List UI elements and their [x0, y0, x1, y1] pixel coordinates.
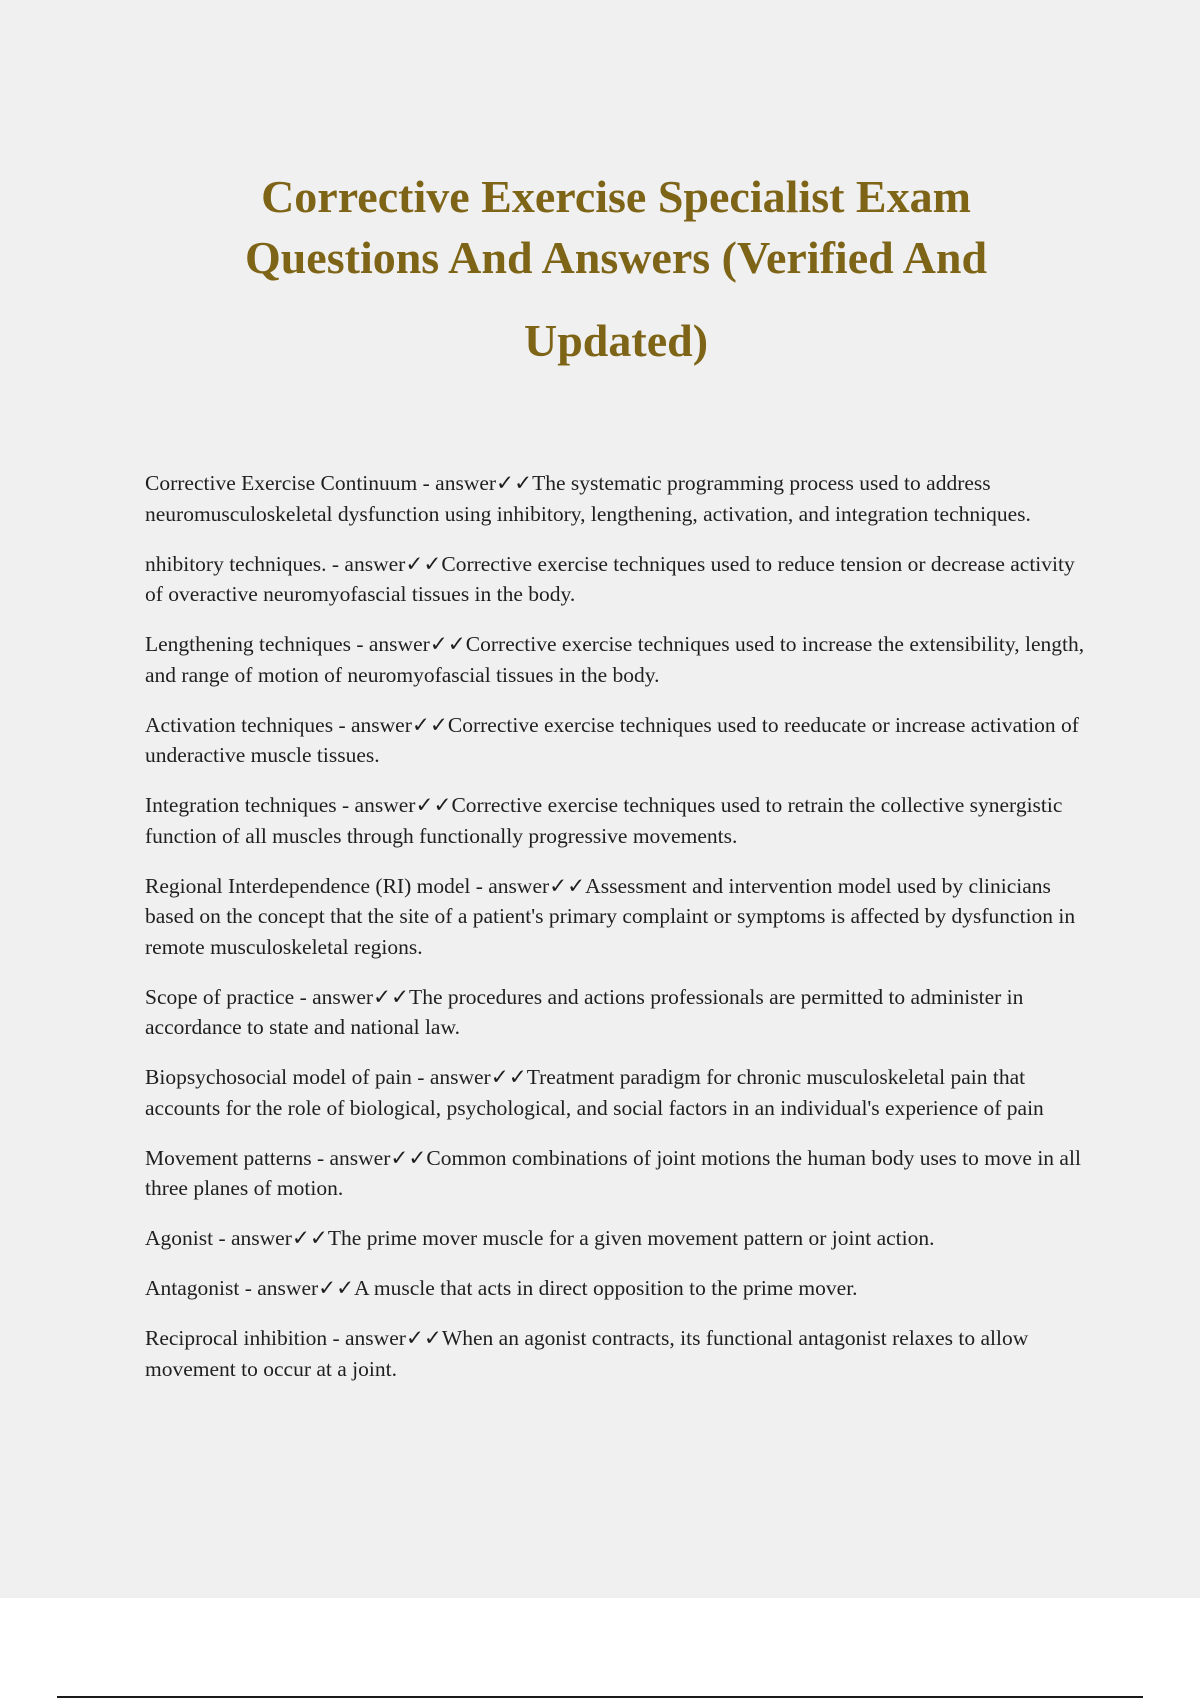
- qa-entry-corrective-exercise-continuum: Corrective Exercise Continuum - answer✓✓The systematic programming process used to address neuromusculoskeletal dysfunction using inhibitory, lengthening, activation, and integration techniques.: [145, 471, 1031, 526]
- qa-entry-integration-techniques: Integration techniques - answer✓✓Corrective exercise techniques used to retrain the collective synergistic function of all muscles through functionally progressive movements.: [145, 793, 1063, 848]
- qa-list: [145, 468, 1090, 1404]
- qa-entry-biopsychosocial-model: Biopsychosocial model of pain - answer✓✓Treatment paradigm for chronic musculoskeletal pain that accounts for the role of biological, psychological, and social factors in an individual's experience of pain: [145, 1065, 1044, 1120]
- qa-entry-inhibitory-techniques: nhibitory techniques. - answer✓✓Corrective exercise techniques used to reduce tension or decrease activity of overactive neuromyofascial tissues in the body.: [145, 551, 1075, 606]
- title-line: Updated): [523, 315, 709, 366]
- document-title: [150, 166, 1082, 371]
- qa-entry-agonist: Agonist - answer✓✓The prime mover muscle for a given movement pattern or joint action.: [145, 1226, 935, 1250]
- qa-entry-reciprocal-inhibition: Reciprocal inhibition - answer✓✓When an agonist contracts, its functional antagonist relaxes to allow movement to occur at a joint.: [145, 1326, 1029, 1381]
- qa-entry-lengthening-techniques: Lengthening techniques - answer✓✓Corrective exercise techniques used to increase the extensibility, length, and range of motion of neuromyofascial tissues in the body.: [145, 632, 1085, 687]
- qa-entry-antagonist: Antagonist - answer✓✓A muscle that acts in direct opposition to the prime mover.: [145, 1276, 858, 1300]
- footer-divider: [57, 1696, 1143, 1698]
- title-line: Questions And Answers (Verified And: [244, 232, 988, 283]
- title-line: Corrective Exercise Specialist Exam: [261, 171, 971, 222]
- qa-entry-scope-of-practice: Scope of practice - answer✓✓The procedures and actions professionals are permitted to administer in accordance to state and national law.: [145, 984, 1024, 1039]
- qa-entry-movement-patterns: Movement patterns - answer✓✓Common combinations of joint motions the human body uses to move in all three planes of motion.: [145, 1145, 1081, 1200]
- qa-entry-regional-interdependence: Regional Interdependence (RI) model - answer✓✓Assessment and intervention model used by clinicians based on the concept that the site of a patient's primary complaint or symptoms is affected by dysfunction in remote musculoskeletal regions.: [145, 873, 1076, 959]
- qa-entry-activation-techniques: Activation techniques - answer✓✓Corrective exercise techniques used to reeducate or increase activation of underactive muscle tissues.: [145, 712, 1079, 767]
